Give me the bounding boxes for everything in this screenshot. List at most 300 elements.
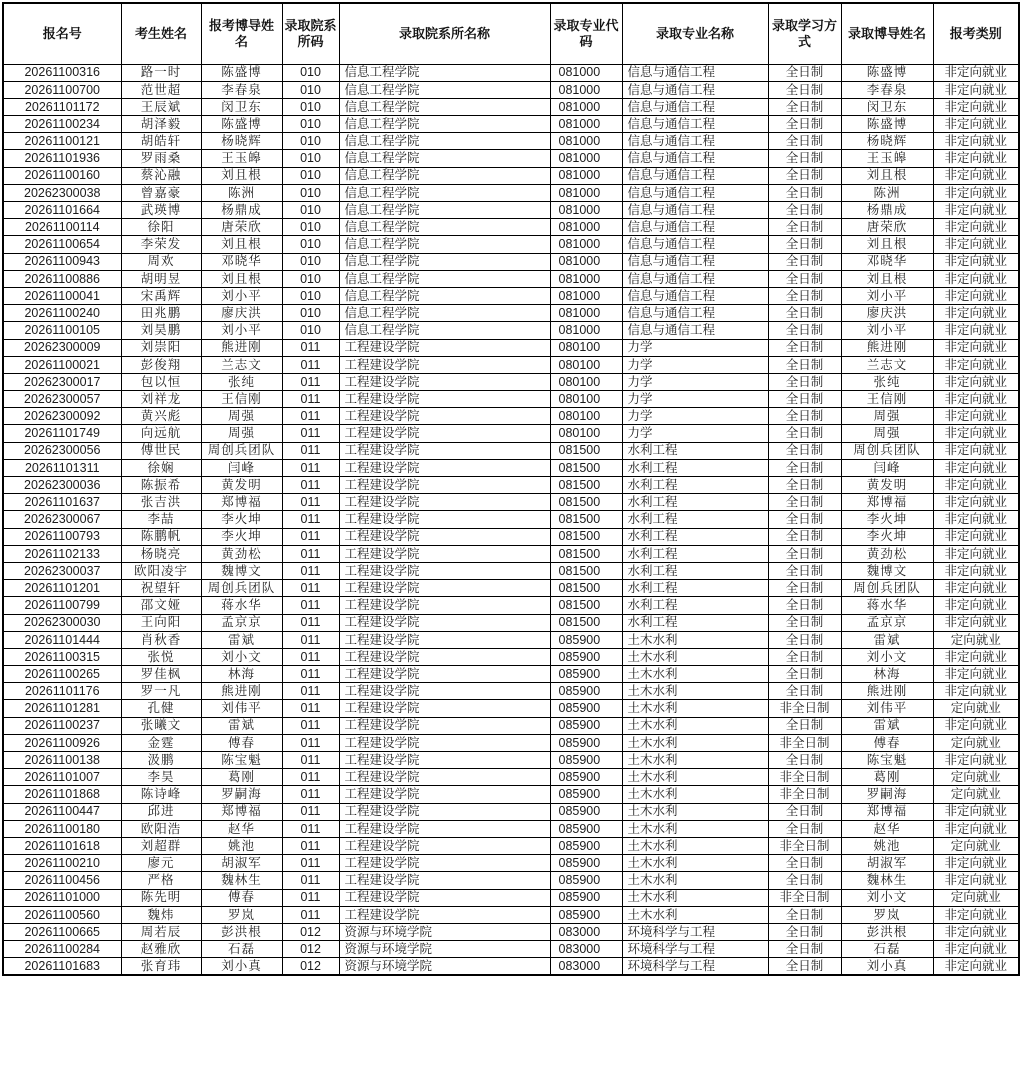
table-cell: 信息工程学院 [339, 133, 550, 150]
table-cell: 定向就业 [933, 700, 1019, 717]
table-cell: 20261101637 [3, 494, 121, 511]
table-row [3, 769, 1019, 786]
table-cell: 工程建设学院 [339, 459, 550, 476]
table-cell: 李火坤 [841, 511, 933, 528]
table-cell: 20261101444 [3, 631, 121, 648]
table-row [3, 391, 1019, 408]
admissions-table-body [3, 64, 1019, 975]
table-cell: 085900 [550, 631, 622, 648]
table-cell: 刘祥龙 [121, 391, 201, 408]
table-cell: 20262300037 [3, 562, 121, 579]
table-cell: 陈先明 [121, 889, 201, 906]
table-cell: 非定向就业 [933, 597, 1019, 614]
table-cell: 010 [282, 98, 339, 115]
table-cell: 全日制 [768, 648, 841, 665]
table-cell: 彭洪根 [201, 923, 282, 940]
table-cell: 全日制 [768, 477, 841, 494]
table-cell: 工程建设学院 [339, 752, 550, 769]
table-cell: 刘且根 [201, 236, 282, 253]
table-cell: 080100 [550, 356, 622, 373]
table-cell: 081000 [550, 253, 622, 270]
table-cell: 工程建设学院 [339, 820, 550, 837]
table-cell: 20261101868 [3, 786, 121, 803]
table-cell: 工程建设学院 [339, 339, 550, 356]
table-cell: 081000 [550, 64, 622, 81]
table-cell: 全日制 [768, 820, 841, 837]
table-cell: 宋禹辉 [121, 287, 201, 304]
table-cell: 非定向就业 [933, 339, 1019, 356]
table-cell: 周强 [201, 408, 282, 425]
table-cell: 胡明昱 [121, 270, 201, 287]
table-cell: 熊进刚 [201, 683, 282, 700]
table-cell: 非定向就业 [933, 958, 1019, 975]
table-cell: 金霆 [121, 734, 201, 751]
table-cell: 工程建设学院 [339, 442, 550, 459]
table-cell: 力学 [622, 373, 768, 390]
table-cell: 杨鼎成 [841, 202, 933, 219]
table-cell: 土木水利 [622, 837, 768, 854]
table-cell: 080100 [550, 391, 622, 408]
table-cell: 非全日制 [768, 837, 841, 854]
table-cell: 郑博福 [841, 494, 933, 511]
table-cell: 全日制 [768, 459, 841, 476]
table-cell: 011 [282, 631, 339, 648]
table-cell: 资源与环境学院 [339, 958, 550, 975]
table-cell: 085900 [550, 769, 622, 786]
table-cell: 王信刚 [201, 391, 282, 408]
table-cell: 非定向就业 [933, 408, 1019, 425]
table-cell: 20262300057 [3, 391, 121, 408]
table-cell: 罗一凡 [121, 683, 201, 700]
table-row [3, 64, 1019, 81]
table-cell: 力学 [622, 425, 768, 442]
table-cell: 水利工程 [622, 511, 768, 528]
table-cell: 20261100793 [3, 528, 121, 545]
header-admitted-major-name: 录取专业名称 [622, 3, 768, 64]
table-cell: 刘且根 [841, 167, 933, 184]
table-cell: 土木水利 [622, 855, 768, 872]
admissions-table [2, 2, 1020, 976]
table-cell: 011 [282, 408, 339, 425]
table-cell: 非定向就业 [933, 81, 1019, 98]
table-cell: 闵卫东 [841, 98, 933, 115]
table-cell: 环境科学与工程 [622, 923, 768, 940]
table-cell: 010 [282, 305, 339, 322]
table-cell: 工程建设学院 [339, 477, 550, 494]
table-cell: 李火坤 [201, 528, 282, 545]
table-cell: 20261101936 [3, 150, 121, 167]
table-cell: 085900 [550, 700, 622, 717]
table-cell: 全日制 [768, 64, 841, 81]
table-cell: 非定向就业 [933, 150, 1019, 167]
table-cell: 闫峰 [841, 459, 933, 476]
table-cell: 赵华 [841, 820, 933, 837]
table-row [3, 923, 1019, 940]
table-cell: 全日制 [768, 923, 841, 940]
table-cell: 011 [282, 752, 339, 769]
table-cell: 20261102133 [3, 545, 121, 562]
table-row [3, 545, 1019, 562]
table-cell: 刘小真 [841, 958, 933, 975]
table-cell: 信息工程学院 [339, 202, 550, 219]
header-admitted-advisor-name: 录取博导姓名 [841, 3, 933, 64]
table-cell: 信息工程学院 [339, 64, 550, 81]
table-cell: 011 [282, 855, 339, 872]
table-cell: 20261101201 [3, 580, 121, 597]
table-cell: 周创兵团队 [841, 442, 933, 459]
table-cell: 李火坤 [841, 528, 933, 545]
table-cell: 083000 [550, 923, 622, 940]
table-cell: 包以恒 [121, 373, 201, 390]
table-cell: 011 [282, 442, 339, 459]
table-cell: 信息与通信工程 [622, 64, 768, 81]
table-cell: 非定向就业 [933, 872, 1019, 889]
table-cell: 黄劲松 [841, 545, 933, 562]
table-cell: 非定向就业 [933, 511, 1019, 528]
table-cell: 李火坤 [201, 511, 282, 528]
table-cell: 魏博文 [841, 562, 933, 579]
table-cell: 刘小平 [201, 322, 282, 339]
table-cell: 083000 [550, 958, 622, 975]
table-cell: 水利工程 [622, 597, 768, 614]
table-cell: 20261100210 [3, 855, 121, 872]
table-cell: 085900 [550, 837, 622, 854]
table-row [3, 837, 1019, 854]
table-cell: 20261100021 [3, 356, 121, 373]
table-cell: 全日制 [768, 184, 841, 201]
table-cell: 张育玮 [121, 958, 201, 975]
table-cell: 081000 [550, 270, 622, 287]
table-row [3, 305, 1019, 322]
table-cell: 力学 [622, 339, 768, 356]
table-cell: 工程建设学院 [339, 734, 550, 751]
table-cell: 20262300092 [3, 408, 121, 425]
table-cell: 081500 [550, 614, 622, 631]
table-cell: 熊进刚 [841, 683, 933, 700]
table-cell: 陈振希 [121, 477, 201, 494]
table-cell: 20261100926 [3, 734, 121, 751]
table-cell: 010 [282, 219, 339, 236]
table-cell: 信息工程学院 [339, 167, 550, 184]
table-cell: 010 [282, 81, 339, 98]
table-cell: 曾嘉豪 [121, 184, 201, 201]
table-cell: 土木水利 [622, 889, 768, 906]
table-cell: 20261100121 [3, 133, 121, 150]
table-cell: 20261100237 [3, 717, 121, 734]
table-cell: 土木水利 [622, 666, 768, 683]
table-cell: 武瑛博 [121, 202, 201, 219]
table-cell: 杨晓辉 [201, 133, 282, 150]
table-cell: 081000 [550, 116, 622, 133]
table-cell: 罗雨桑 [121, 150, 201, 167]
table-cell: 土木水利 [622, 717, 768, 734]
table-cell: 080100 [550, 408, 622, 425]
table-cell: 010 [282, 150, 339, 167]
table-cell: 非定向就业 [933, 906, 1019, 923]
table-row [3, 614, 1019, 631]
table-cell: 20261100138 [3, 752, 121, 769]
table-cell: 姚池 [201, 837, 282, 854]
table-cell: 罗嗣海 [201, 786, 282, 803]
table-cell: 全日制 [768, 150, 841, 167]
table-cell: 黄发明 [201, 477, 282, 494]
table-cell: 石磊 [201, 941, 282, 958]
table-row [3, 167, 1019, 184]
table-cell: 工程建设学院 [339, 597, 550, 614]
table-cell: 全日制 [768, 253, 841, 270]
table-cell: 周强 [841, 408, 933, 425]
table-row [3, 219, 1019, 236]
table-cell: 非定向就业 [933, 356, 1019, 373]
table-cell: 土木水利 [622, 752, 768, 769]
table-row [3, 941, 1019, 958]
table-cell: 011 [282, 391, 339, 408]
table-cell: 彭洪根 [841, 923, 933, 940]
table-cell: 081000 [550, 322, 622, 339]
table-cell: 085900 [550, 803, 622, 820]
table-cell: 011 [282, 889, 339, 906]
table-cell: 土木水利 [622, 803, 768, 820]
table-cell: 信息工程学院 [339, 184, 550, 201]
table-cell: 信息与通信工程 [622, 167, 768, 184]
table-cell: 全日制 [768, 494, 841, 511]
table-cell: 20261101281 [3, 700, 121, 717]
table-cell: 刘小文 [841, 889, 933, 906]
table-cell: 邱进 [121, 803, 201, 820]
table-cell: 刘且根 [201, 167, 282, 184]
table-cell: 李荣发 [121, 236, 201, 253]
table-cell: 信息工程学院 [339, 253, 550, 270]
header-admitted-major-code: 录取专业代码 [550, 3, 622, 64]
table-cell: 全日制 [768, 442, 841, 459]
table-cell: 力学 [622, 356, 768, 373]
table-cell: 陈宝魁 [201, 752, 282, 769]
table-cell: 张吉洪 [121, 494, 201, 511]
table-cell: 李春泉 [841, 81, 933, 98]
table-cell: 王信刚 [841, 391, 933, 408]
table-cell: 20261100041 [3, 287, 121, 304]
table-cell: 工程建设学院 [339, 408, 550, 425]
table-row [3, 184, 1019, 201]
table-cell: 20262300067 [3, 511, 121, 528]
table-cell: 周欢 [121, 253, 201, 270]
table-cell: 081000 [550, 202, 622, 219]
table-cell: 非定向就业 [933, 666, 1019, 683]
table-cell: 全日制 [768, 408, 841, 425]
table-cell: 非定向就业 [933, 459, 1019, 476]
table-cell: 全日制 [768, 425, 841, 442]
table-cell: 非定向就业 [933, 545, 1019, 562]
table-cell: 力学 [622, 391, 768, 408]
table-cell: 20262300036 [3, 477, 121, 494]
table-cell: 工程建设学院 [339, 614, 550, 631]
table-row [3, 202, 1019, 219]
table-cell: 信息与通信工程 [622, 236, 768, 253]
table-cell: 085900 [550, 889, 622, 906]
table-row [3, 494, 1019, 511]
table-cell: 非全日制 [768, 734, 841, 751]
table-cell: 20261101664 [3, 202, 121, 219]
table-cell: 陈盛博 [201, 116, 282, 133]
table-cell: 工程建设学院 [339, 356, 550, 373]
table-cell: 非全日制 [768, 769, 841, 786]
table-cell: 杨晓亮 [121, 545, 201, 562]
table-cell: 011 [282, 356, 339, 373]
table-cell: 010 [282, 133, 339, 150]
table-row [3, 872, 1019, 889]
table-cell: 张纯 [841, 373, 933, 390]
table-cell: 085900 [550, 855, 622, 872]
table-cell: 闵卫东 [201, 98, 282, 115]
table-cell: 定向就业 [933, 786, 1019, 803]
table-cell: 信息工程学院 [339, 98, 550, 115]
table-cell: 083000 [550, 941, 622, 958]
table-cell: 信息与通信工程 [622, 133, 768, 150]
table-cell: 工程建设学院 [339, 837, 550, 854]
table-cell: 土木水利 [622, 769, 768, 786]
table-cell: 全日制 [768, 872, 841, 889]
table-cell: 李昊 [121, 769, 201, 786]
table-cell: 葛刚 [201, 769, 282, 786]
header-application-category: 报考类别 [933, 3, 1019, 64]
table-cell: 郑博福 [841, 803, 933, 820]
table-cell: 010 [282, 116, 339, 133]
table-row [3, 459, 1019, 476]
table-cell: 非定向就业 [933, 614, 1019, 631]
table-cell: 全日制 [768, 614, 841, 631]
table-cell: 信息与通信工程 [622, 287, 768, 304]
table-cell: 刘小文 [841, 648, 933, 665]
table-cell: 非定向就业 [933, 202, 1019, 219]
table-cell: 范世超 [121, 81, 201, 98]
table-cell: 全日制 [768, 236, 841, 253]
table-cell: 全日制 [768, 98, 841, 115]
table-row [3, 81, 1019, 98]
table-cell: 081500 [550, 597, 622, 614]
table-cell: 张悦 [121, 648, 201, 665]
table-cell: 011 [282, 820, 339, 837]
table-cell: 张纯 [201, 373, 282, 390]
table-row [3, 253, 1019, 270]
table-cell: 非全日制 [768, 700, 841, 717]
table-cell: 水利工程 [622, 580, 768, 597]
table-cell: 非定向就业 [933, 923, 1019, 940]
table-cell: 雷斌 [201, 631, 282, 648]
table-cell: 杨鼎成 [201, 202, 282, 219]
table-cell: 011 [282, 837, 339, 854]
table-cell: 土木水利 [622, 872, 768, 889]
table-cell: 20261100700 [3, 81, 121, 98]
table-cell: 全日制 [768, 958, 841, 975]
table-cell: 熊进刚 [201, 339, 282, 356]
table-cell: 工程建设学院 [339, 373, 550, 390]
table-cell: 081500 [550, 562, 622, 579]
table-cell: 081500 [550, 459, 622, 476]
table-cell: 兰志文 [841, 356, 933, 373]
table-cell: 陈洲 [841, 184, 933, 201]
table-cell: 011 [282, 648, 339, 665]
table-cell: 信息与通信工程 [622, 305, 768, 322]
header-applied-advisor-name: 报考博导姓名 [201, 3, 282, 64]
table-cell: 信息与通信工程 [622, 150, 768, 167]
table-row [3, 734, 1019, 751]
table-cell: 土木水利 [622, 734, 768, 751]
table-cell: 刘小平 [841, 322, 933, 339]
table-cell: 085900 [550, 786, 622, 803]
table-cell: 非定向就业 [933, 648, 1019, 665]
table-cell: 20261101000 [3, 889, 121, 906]
table-cell: 非定向就业 [933, 64, 1019, 81]
table-cell: 20261100456 [3, 872, 121, 889]
table-cell: 011 [282, 580, 339, 597]
table-cell: 王玉皞 [841, 150, 933, 167]
table-cell: 水利工程 [622, 494, 768, 511]
table-cell: 刘且根 [841, 236, 933, 253]
table-cell: 081500 [550, 477, 622, 494]
table-cell: 邵文娅 [121, 597, 201, 614]
table-cell: 011 [282, 494, 339, 511]
table-cell: 全日制 [768, 545, 841, 562]
table-cell: 非定向就业 [933, 803, 1019, 820]
table-cell: 011 [282, 734, 339, 751]
table-cell: 全日制 [768, 717, 841, 734]
table-cell: 胡淑军 [201, 855, 282, 872]
table-cell: 20261100799 [3, 597, 121, 614]
table-cell: 周创兵团队 [201, 442, 282, 459]
table-cell: 孔健 [121, 700, 201, 717]
table-row [3, 597, 1019, 614]
table-cell: 水利工程 [622, 528, 768, 545]
table-cell: 傅春 [201, 889, 282, 906]
table-cell: 唐荣欣 [201, 219, 282, 236]
table-cell: 20261100234 [3, 116, 121, 133]
table-cell: 环境科学与工程 [622, 941, 768, 958]
table-cell: 汲鹏 [121, 752, 201, 769]
table-cell: 012 [282, 923, 339, 940]
table-cell: 011 [282, 545, 339, 562]
table-row [3, 820, 1019, 837]
table-cell: 全日制 [768, 528, 841, 545]
header-application-number: 报名号 [3, 3, 121, 64]
table-row [3, 683, 1019, 700]
table-row [3, 855, 1019, 872]
table-row [3, 511, 1019, 528]
table-cell: 石磊 [841, 941, 933, 958]
table-cell: 廖庆洪 [841, 305, 933, 322]
table-cell: 信息与通信工程 [622, 81, 768, 98]
table-cell: 20261101749 [3, 425, 121, 442]
table-cell: 工程建设学院 [339, 648, 550, 665]
table-cell: 20262300030 [3, 614, 121, 631]
table-cell: 011 [282, 597, 339, 614]
table-cell: 雷斌 [841, 717, 933, 734]
table-cell: 全日制 [768, 391, 841, 408]
table-cell: 信息与通信工程 [622, 98, 768, 115]
table-cell: 工程建设学院 [339, 580, 550, 597]
table-cell: 010 [282, 64, 339, 81]
table-cell: 信息工程学院 [339, 81, 550, 98]
table-cell: 胡皓轩 [121, 133, 201, 150]
table-cell: 赵华 [201, 820, 282, 837]
table-cell: 水利工程 [622, 459, 768, 476]
table-cell: 011 [282, 872, 339, 889]
table-cell: 刘小平 [841, 287, 933, 304]
header-admitted-dept-name: 录取院系所名称 [339, 3, 550, 64]
table-cell: 非定向就业 [933, 580, 1019, 597]
table-cell: 赵雅欣 [121, 941, 201, 958]
table-cell: 非定向就业 [933, 855, 1019, 872]
table-cell: 085900 [550, 734, 622, 751]
